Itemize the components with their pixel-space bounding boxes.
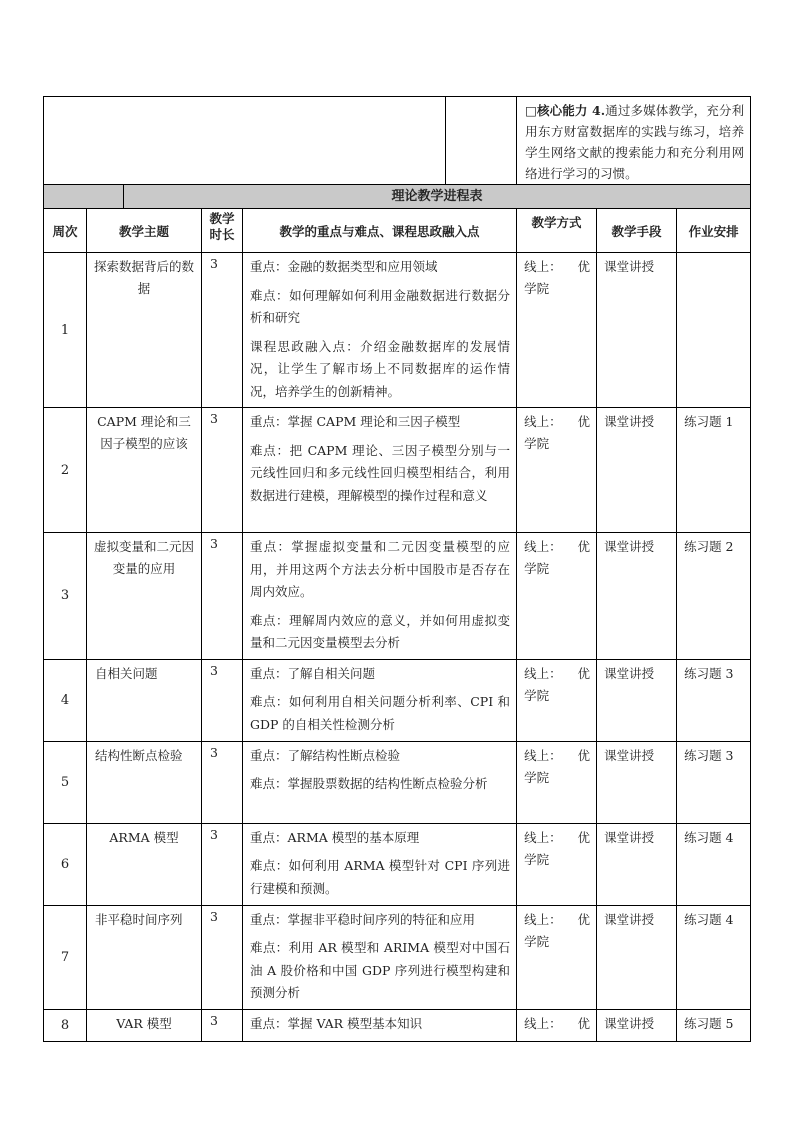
key-point: 重点：ARMA 模型的基本原理 bbox=[250, 829, 420, 845]
means-cell: 课堂讲授 bbox=[597, 823, 677, 905]
key-point: 重点：掌握 VAR 模型基本知识 bbox=[250, 1015, 423, 1031]
topic-cell: 自相关问题 bbox=[87, 659, 202, 741]
difficulty: 难点：把 CAPM 理论、三因子模型分别与一元线性回归和多元线性回归模型相结合，利用数据进行建模，理解模型的操作过程和意义 bbox=[250, 442, 511, 503]
content-cell bbox=[243, 741, 517, 823]
topic-cell: CAPM 理论和三因子模型的应该 bbox=[87, 408, 202, 533]
content-cell bbox=[243, 253, 517, 408]
method-you: 优 bbox=[577, 539, 591, 554]
key-point: 重点：了解自相关问题 bbox=[250, 665, 376, 681]
header-content: 教学的重点与难点、课程思政融入点 bbox=[243, 209, 517, 253]
method-cell bbox=[517, 1009, 597, 1041]
method-you: 优 bbox=[577, 911, 591, 927]
empty-cell bbox=[44, 97, 446, 185]
difficulty: 难点：掌握股票数据的结构性断点检验分析 bbox=[250, 776, 488, 791]
key-point: 重点：金融的数据类型和应用领域 bbox=[250, 259, 438, 274]
method-college: 学院 bbox=[524, 281, 550, 296]
topic-cell: 结构性断点检验 bbox=[87, 741, 202, 823]
means-cell: 课堂讲授 bbox=[597, 533, 677, 660]
content-cell bbox=[243, 1009, 517, 1041]
table-row bbox=[44, 253, 751, 408]
difficulty: 难点：理解周内效应的意义，并如何用虚拟变量和二元因变量模型去分析 bbox=[250, 612, 511, 650]
homework-cell: 练习题 5 bbox=[677, 1009, 751, 1041]
homework-cell bbox=[677, 253, 751, 408]
header-method: 教学方式 bbox=[517, 209, 597, 253]
week-cell: 7 bbox=[44, 905, 87, 1009]
method-you: 优 bbox=[577, 1015, 591, 1031]
section-title-row bbox=[44, 185, 751, 209]
content-cell bbox=[243, 533, 517, 660]
method-online: 线上： bbox=[524, 1015, 562, 1031]
method-you: 优 bbox=[577, 414, 591, 429]
method-you: 优 bbox=[577, 829, 591, 845]
capability-text: 通过多媒体教学，充分利用东方财富数据库的实践与练习，培养学生网络文献的搜索能力和充分利用网络进行学习的习惯。 bbox=[525, 103, 745, 181]
table-row bbox=[44, 905, 751, 1009]
means-cell: 课堂讲授 bbox=[597, 408, 677, 533]
week-cell: 3 bbox=[44, 533, 87, 660]
key-point: 重点：掌握虚拟变量和二元因变量模型的应用，并用这两个方法去分析中国股市是否存在周内效应。 bbox=[250, 539, 511, 599]
homework-cell: 练习题 2 bbox=[677, 533, 751, 660]
header-homework: 作业安排 bbox=[677, 209, 751, 253]
hours-cell: 3 bbox=[202, 905, 243, 1009]
week-cell: 4 bbox=[44, 659, 87, 741]
method-you: 优 bbox=[577, 259, 591, 274]
table-row bbox=[44, 1009, 751, 1041]
means-cell: 课堂讲授 bbox=[597, 253, 677, 408]
difficulty: 难点：如何利用 ARMA 模型针对 CPI 序列进行建模和预测。 bbox=[250, 858, 511, 896]
method-cell bbox=[517, 253, 597, 408]
week-cell: 5 bbox=[44, 741, 87, 823]
difficulty: 难点：如何理解如何利用金融数据进行数据分析和研究 bbox=[250, 287, 511, 325]
capability-checkbox-label: □核心能力 4. bbox=[525, 103, 606, 118]
method-you: 优 bbox=[577, 747, 591, 763]
method-cell bbox=[517, 533, 597, 660]
table-row bbox=[44, 533, 751, 660]
header-hours bbox=[202, 209, 243, 253]
week-cell: 1 bbox=[44, 253, 87, 408]
homework-cell: 练习题 4 bbox=[677, 905, 751, 1009]
difficulty: 难点：如何利用自相关问题分析利率、CPI 和 GDP 的自相关性检测分析 bbox=[250, 694, 511, 732]
hours-cell: 3 bbox=[202, 408, 243, 533]
teaching-table bbox=[43, 96, 751, 1042]
homework-cell: 练习题 3 bbox=[677, 741, 751, 823]
header-week: 周次 bbox=[44, 209, 87, 253]
means-cell: 课堂讲授 bbox=[597, 741, 677, 823]
means-cell: 课堂讲授 bbox=[597, 905, 677, 1009]
title-blank-cell bbox=[44, 185, 124, 209]
method-online: 线上： bbox=[524, 259, 562, 274]
method-college: 学院 bbox=[524, 933, 550, 949]
ideology-point: 课程思政融入点：介绍金融数据库的发展情况，让学生了解市场上不同数据库的运作情况，培养学生的创新精神。 bbox=[250, 338, 511, 399]
table-row bbox=[44, 659, 751, 741]
content-cell bbox=[243, 659, 517, 741]
topic-cell: 虚拟变量和二元因变量的应用 bbox=[87, 533, 202, 660]
content-cell bbox=[243, 408, 517, 533]
topic-cell: ARMA 模型 bbox=[87, 823, 202, 905]
method-college: 学院 bbox=[524, 851, 550, 867]
topic-cell: 非平稳时间序列 bbox=[87, 905, 202, 1009]
table-row bbox=[44, 408, 751, 533]
method-cell bbox=[517, 905, 597, 1009]
capability-row bbox=[44, 97, 751, 185]
header-row bbox=[44, 209, 751, 253]
key-point: 重点：了解结构性断点检验 bbox=[250, 747, 401, 763]
hours-cell: 3 bbox=[202, 659, 243, 741]
hours-cell: 3 bbox=[202, 823, 243, 905]
key-point: 重点：掌握非平稳时间序列的特征和应用 bbox=[250, 911, 476, 927]
method-cell bbox=[517, 823, 597, 905]
method-online: 线上： bbox=[524, 539, 562, 554]
means-cell: 课堂讲授 bbox=[597, 1009, 677, 1041]
homework-cell: 练习题 1 bbox=[677, 408, 751, 533]
key-point: 重点：掌握 CAPM 理论和三因子模型 bbox=[250, 414, 461, 429]
table-row bbox=[44, 741, 751, 823]
method-cell bbox=[517, 659, 597, 741]
header-topic: 教学主题 bbox=[87, 209, 202, 253]
method-you: 优 bbox=[577, 665, 591, 681]
homework-cell: 练习题 4 bbox=[677, 823, 751, 905]
content-cell bbox=[243, 905, 517, 1009]
topic-cell: VAR 模型 bbox=[87, 1009, 202, 1041]
difficulty: 难点：利用 AR 模型和 ARIMA 模型对中国石油 A 股价格和中国 GDP 序列进行模型构建和预测分析 bbox=[250, 940, 511, 1000]
method-cell bbox=[517, 741, 597, 823]
hours-cell: 3 bbox=[202, 253, 243, 408]
capability-cell bbox=[517, 97, 751, 185]
topic-cell: 探索数据背后的数据 bbox=[87, 253, 202, 408]
homework-cell: 练习题 3 bbox=[677, 659, 751, 741]
table-row bbox=[44, 823, 751, 905]
hours-cell: 3 bbox=[202, 741, 243, 823]
hours-cell: 3 bbox=[202, 1009, 243, 1041]
week-cell: 2 bbox=[44, 408, 87, 533]
method-college: 学院 bbox=[524, 687, 550, 703]
method-college: 学院 bbox=[524, 561, 550, 576]
method-online: 线上： bbox=[524, 747, 562, 763]
method-online: 线上： bbox=[524, 414, 562, 429]
means-cell: 课堂讲授 bbox=[597, 659, 677, 741]
week-cell: 8 bbox=[44, 1009, 87, 1041]
week-cell: 6 bbox=[44, 823, 87, 905]
method-online: 线上： bbox=[524, 829, 562, 845]
hours-cell: 3 bbox=[202, 533, 243, 660]
header-hours-l2: 时长 bbox=[209, 227, 235, 242]
method-cell bbox=[517, 408, 597, 533]
method-college: 学院 bbox=[524, 769, 550, 785]
method-college: 学院 bbox=[524, 436, 550, 451]
content-cell bbox=[243, 823, 517, 905]
header-hours-l1: 教学 bbox=[209, 211, 235, 226]
header-means: 教学手段 bbox=[597, 209, 677, 253]
method-online: 线上： bbox=[524, 665, 562, 681]
method-online: 线上： bbox=[524, 911, 562, 927]
section-title: 理论教学进程表 bbox=[124, 185, 751, 209]
empty-cell bbox=[446, 97, 517, 185]
